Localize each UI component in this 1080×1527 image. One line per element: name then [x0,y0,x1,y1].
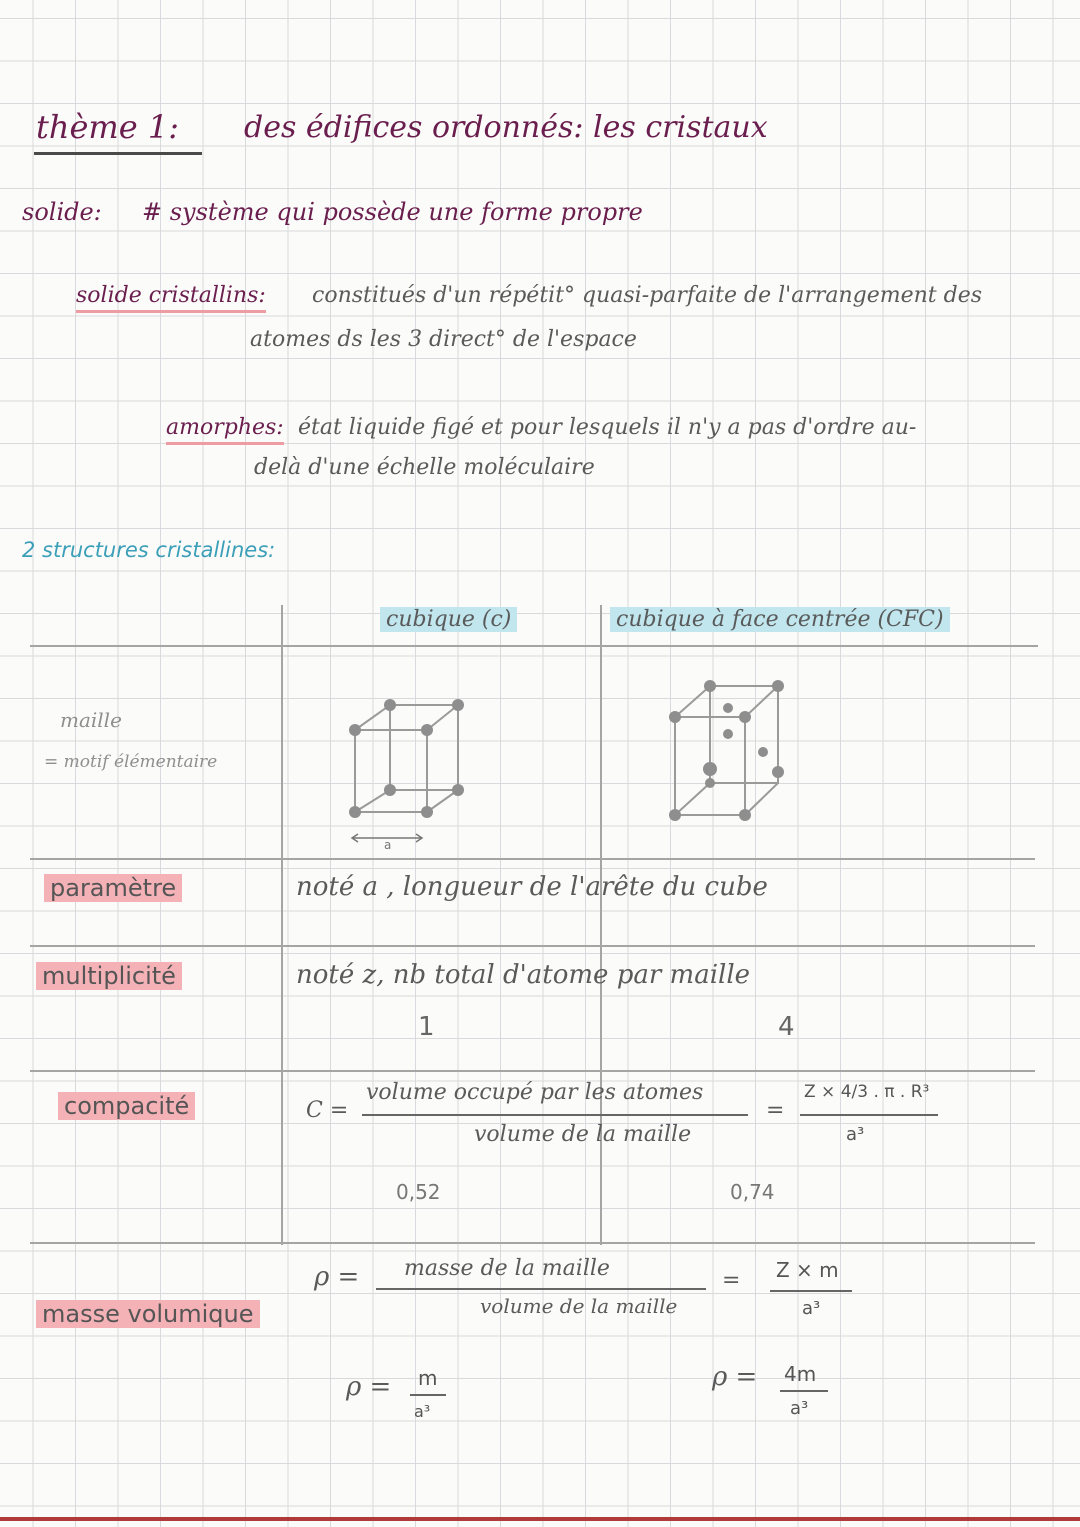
compacite-rhs-numerator: Z × 4/3 . π . R³ [804,1082,930,1102]
compacite-c-value: 0,52 [396,1180,441,1204]
theme-underline [34,152,202,155]
compacite-rhs-denominator: a³ [846,1124,865,1145]
theme-label: thème 1: [36,108,179,146]
col-header-cubique: cubique (c) [380,607,517,632]
amorphes-line1: état liquide figé et pour lesquels il n'y a pas d'ordre au- [298,415,917,440]
masse-c-numerator: m [418,1366,438,1390]
compacite-fraction-bar [362,1114,748,1116]
compacite-rhs-bar [800,1114,938,1116]
masse-volumique-label: masse volumique [36,1300,260,1328]
masse-cfc-denominator: a³ [790,1398,809,1419]
compacite-numerator: volume occupé par les atomes [366,1080,704,1105]
structures-heading: 2 structures cristallines: [22,538,276,562]
parametre-text: noté a , longueur de l'arête du cube [296,872,768,902]
masse-cfc-bar [780,1390,828,1392]
solide-definition: # système qui possède une forme propre [142,198,643,226]
edge-label: a [384,838,392,852]
page-title: des édifices ordonnés: les cristaux [244,110,768,145]
masse-numerator: masse de la maille [404,1256,610,1281]
table-rule-2 [30,945,1035,947]
multiplicite-cfc-value: 4 [778,1012,795,1042]
masse-lhs: ρ = [314,1262,360,1292]
masse-c-lhs: ρ = [346,1372,392,1402]
table-rule-3 [30,1070,1035,1072]
multiplicite-c-value: 1 [418,1012,435,1042]
table-header-rule [30,645,1038,647]
compacite-label: compacité [58,1092,195,1120]
compacite-denominator: volume de la maille [474,1122,692,1147]
masse-fraction-bar [376,1288,706,1290]
multiplicite-text: noté z, nb total d'atome par maille [296,960,751,990]
masse-cfc-numerator: 4m [784,1362,817,1386]
fcc-cell-diagram [660,672,800,832]
parametre-label: paramètre [44,874,182,902]
masse-c-denominator: a³ [414,1402,431,1421]
masse-cfc-lhs: ρ = [712,1362,758,1392]
multiplicite-label: multiplicité [36,962,182,990]
cristallins-line2: atomes ds les 3 direct° de l'espace [250,327,637,352]
cristallins-line1: constitués d'un répétit° quasi-parfaite de l'arrangement des [312,283,983,308]
cubic-cell-diagram [340,690,480,860]
page-bottom-edge [0,1517,1080,1521]
table-rule-4 [30,1242,1035,1244]
compacite-cfc-value: 0,74 [730,1180,775,1204]
masse-equals: = [722,1268,741,1293]
masse-c-bar [410,1394,446,1396]
masse-rhs-denominator: a³ [802,1298,821,1319]
cristallins-term: solide cristallins: [76,283,266,313]
amorphes-line2: delà d'une échelle moléculaire [254,455,595,480]
compacite-equals: = [766,1098,785,1123]
masse-rhs-bar [770,1290,852,1292]
compacite-lhs: C = [306,1098,349,1123]
masse-denominator: volume de la maille [480,1294,678,1318]
col-header-cfc: cubique à face centrée (CFC) [610,607,950,632]
amorphes-term: amorphes: [166,415,284,445]
masse-rhs-numerator: Z × m [776,1258,839,1282]
table-divider-left [281,605,283,1245]
maille-label: maille [60,708,122,732]
table-rule-1 [30,858,1035,860]
maille-sublabel: = motif élémentaire [44,752,218,772]
solide-term: solide: [22,198,102,226]
table-divider-mid [600,605,602,1245]
